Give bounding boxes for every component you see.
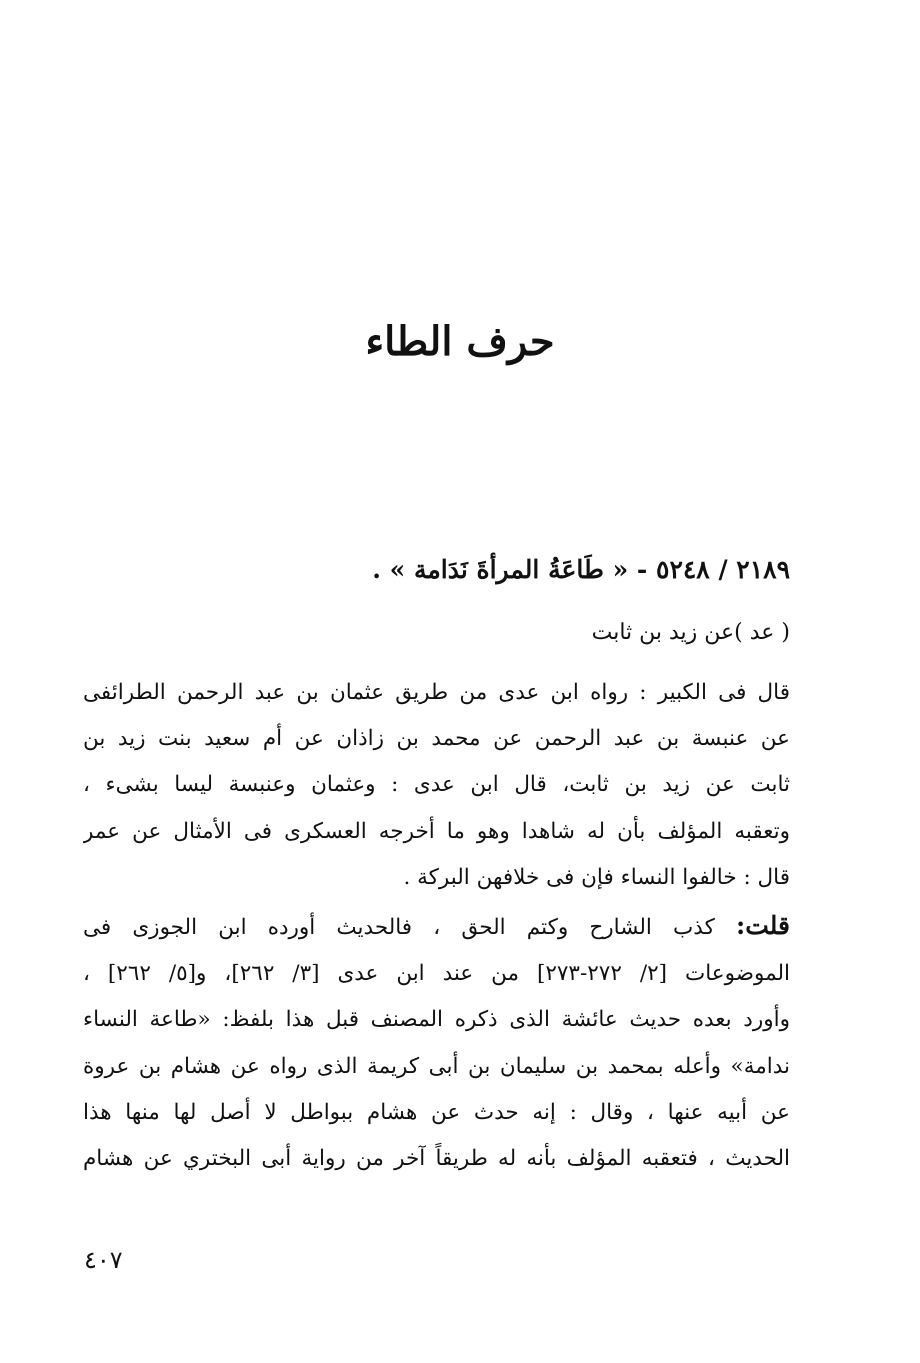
- qult-label: قلت:: [735, 911, 790, 940]
- paragraph-line: الموضوعات [٢/ ٢٧٢-٢٧٣] من عند ابن عدى [٣/ ٢٦٢]، و[٥/ ٢٦٢] ،: [83, 961, 790, 987]
- paragraph-line: الحديث ، فتعقبه المؤلف بأنه له طريقاً آخر من رواية أبى البختري عن هشام: [83, 1146, 790, 1172]
- paragraph-line: ثابت عن زيد بن ثابت، قال ابن عدى : وعثمان وعنبسة ليسا بشىء ،: [83, 772, 790, 798]
- editor-note-paragraph: [83, 903, 790, 1182]
- paragraph-line: وتعقبه المؤلف بأن له شاهدا وهو ما أخرجه العسكرى فى الأمثال عن عمر: [83, 818, 790, 844]
- paragraph-line: ندامة» وأعله بمحمد بن سليمان بن أبى كريمة الذى رواه عن هشام بن عروة: [83, 1053, 790, 1079]
- paragraph-line: عن عنبسة بن عبد الرحمن عن محمد بن زاذان عن أم سعيد بنت زيد بن: [83, 726, 790, 752]
- paragraph-line: وأورد بعده حديث عائشة الذى ذكره المصنف قبل هذا بلفظ: «طاعة النساء: [83, 1007, 790, 1033]
- paragraph-line: قال فى الكبير : رواه ابن عدى من طريق عثمان بن عبد الرحمن الطرائفى: [83, 680, 790, 705]
- chapter-title: حرف الطاء: [365, 318, 555, 365]
- page-number: ٤٠٧: [84, 1246, 123, 1274]
- paragraph-line: قال : خالفوا النساء فإن فى خلافهن البركة .: [403, 864, 790, 890]
- paragraph-line: عن أبيه عنها ، وقال : إنه حدث عن هشام ببواطل لا أصل لها منها هذا: [83, 1099, 790, 1125]
- paragraph-line-text: كذب الشارح وكتم الحق ، فالحديث أورده ابن الجوزى فى: [83, 915, 715, 940]
- hadith-source: ( عد )عن زيد بن ثابت: [591, 620, 790, 645]
- commentary-paragraph: [83, 670, 790, 901]
- paragraph-first-line: [83, 903, 790, 951]
- hadith-heading: ٢١٨٩ / ٥٢٤٨ - « طَاعَةُ المرأةَ نَدَامة » .: [372, 555, 790, 584]
